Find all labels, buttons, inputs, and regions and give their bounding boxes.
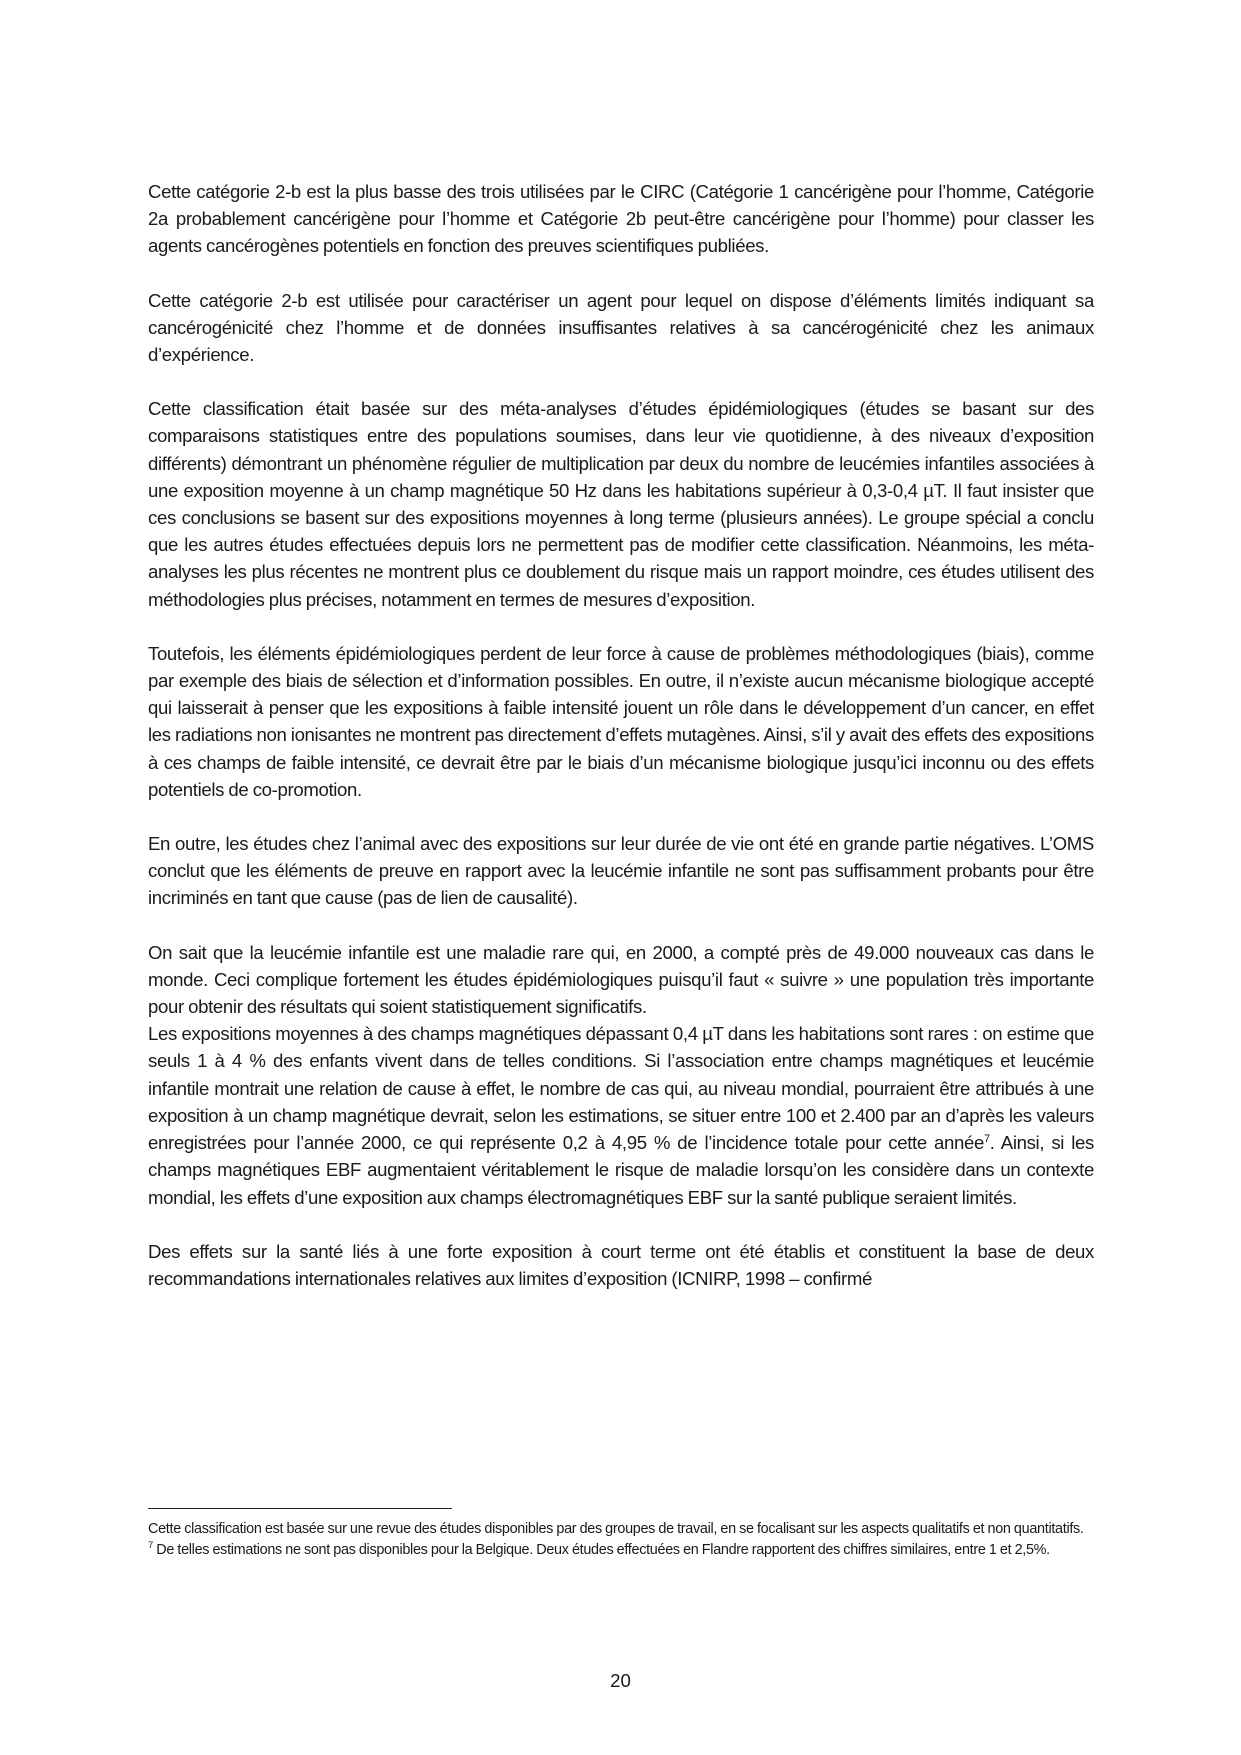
footnote-text: De telles estimations ne sont pas disponibles pour la Belgique. Deux études effectuées en Flandre rapportent des chiffres similaires, entre 1 et 2,5%. (152, 1541, 1050, 1558)
paragraph-category-2b-definition: Cette catégorie 2-b est utilisée pour caractériser un agent pour lequel on dispose d’éléments limités indiquant sa cancérogénicité chez l’homme et de données insuffisantes relatives à sa cancérogénicité chez les animaux d’expérience. (148, 289, 1094, 366)
document-body (148, 178, 1094, 1319)
footnote-separator (148, 1508, 452, 1509)
paragraph-methodological-bias: Toutefois, les éléments épidémiologiques perdent de leur force à cause de problèmes méthodologiques (biais), comme par exemple des biais de sélection et d’information possibles. En outre, il n’existe aucun mécanisme biologique accepté qui laisserait à penser que les expositions à faible intensité jouent un rôle dans le développement d’un cancer, en effet les radiations non ionisantes ne montrent pas directement d’effets mutagènes. Ainsi, s’il y avait des effets des expositions à ces champs de faible intensité, ce devrait être par le biais d’un mécanisme biologique jusqu’ici inconnu ou des effets potentiels de co-promotion. (148, 642, 1094, 800)
paragraph-exposure-estimates (148, 1020, 1094, 1210)
paragraph-text-before-ref: Les expositions moyennes à des champs magnétiques dépassant 0,4 µT dans les habitations sont rares : on estime que seuls 1 à 4 % des enfants vivent dans de telles conditions. Si l’association entre champs magnétiques et leucémie infantile montrait une relation de cause à effet, le nombre de cas qui, au niveau mondial, pourraient être attribués à une exposition à un champ magnétique devrait, selon les estimations, se situer entre 100 et 2.400 par an d’après les valeurs enregistrées pour l’année 2000, ce qui représente 0,2 à 4,95 % de l’incidence totale pour cette année (148, 1023, 1094, 1154)
footnote-reference-7[interactable]: 7 (984, 1132, 990, 1145)
paragraph-text-after-ref: . Ainsi, si les champs magnétiques EBF augmentaient véritablement le risque de maladie lorsqu’on les considère dans un contexte mondial, les effets d’une exposition aux champs électromagnétiques EBF sur la santé publique seraient limités. (148, 1132, 1094, 1208)
page-number: 20 (610, 1670, 631, 1691)
footnotes-section (148, 1519, 1094, 1560)
footnote-7 (148, 1540, 1094, 1561)
paragraph-short-term-effects: Des effets sur la santé liés à une forte exposition à court terme ont été établis et constituent la base de deux recommandations internationales relatives aux limites d’exposition (ICNIRP, 1998 – confirmé (148, 1240, 1094, 1289)
footnote-marker-7: 7 (148, 1539, 153, 1551)
footnote-text: Cette classification est basée sur une revue des études disponibles par des groupes de travail, en se focalisant sur les aspects qualitatifs et non quantitatifs. (148, 1521, 1084, 1537)
footnote-classification (148, 1519, 1094, 1540)
paragraph-circ-categories: Cette catégorie 2-b est la plus basse des trois utilisées par le CIRC (Catégorie 1 cancérigène pour l’homme, Catégorie 2a probablement cancérigène pour l’homme et Catégorie 2b peut-être cancérigène pour l’homme) pour classer les agents cancérogènes potentiels en fonction des preuves scientifiques publiées. (148, 181, 1094, 257)
paragraph-meta-analyses: Cette classification était basée sur des méta-analyses d’études épidémiologiques (études se basant sur des comparaisons statistiques entre des populations soumises, dans leur vie quotidienne, à des niveaux d’exposition différents) démontrant un phénomène régulier de multiplication par deux du nombre de leucémies infantiles associées à une exposition moyenne à un champ magnétique 50 Hz dans les habitations supérieur à 0,3-0,4 µT. Il faut insister que ces conclusions se basent sur des expositions moyennes à long terme (plusieurs années). Le groupe spécial a conclu que les autres études effectuées depuis lors ne permettent pas de modifier cette classification. Néanmoins, les méta-analyses les plus récentes ne montrent plus ce doublement du risque mais un rapport moindre, ces études utilisent des méthodologies plus précises, notamment en termes de mesures d’exposition. (148, 398, 1094, 610)
paragraph-animal-studies: En outre, les études chez l’animal avec des expositions sur leur durée de vie ont été en grande partie négatives. L’OMS conclut que les éléments de preuve en rapport avec la leucémie infantile ne sont pas suffisamment probants pour être incriminés en tant que cause (pas de lien de causalité). (148, 833, 1094, 909)
paragraph-leukemia-incidence: On sait que la leucémie infantile est une maladie rare qui, en 2000, a compté près de 49.000 nouveaux cas dans le monde. Ceci complique fortement les études épidémiologiques puisqu’il faut « suivre » une population très importante pour obtenir des résultats qui soient statistiquement significatifs. (148, 941, 1094, 1018)
